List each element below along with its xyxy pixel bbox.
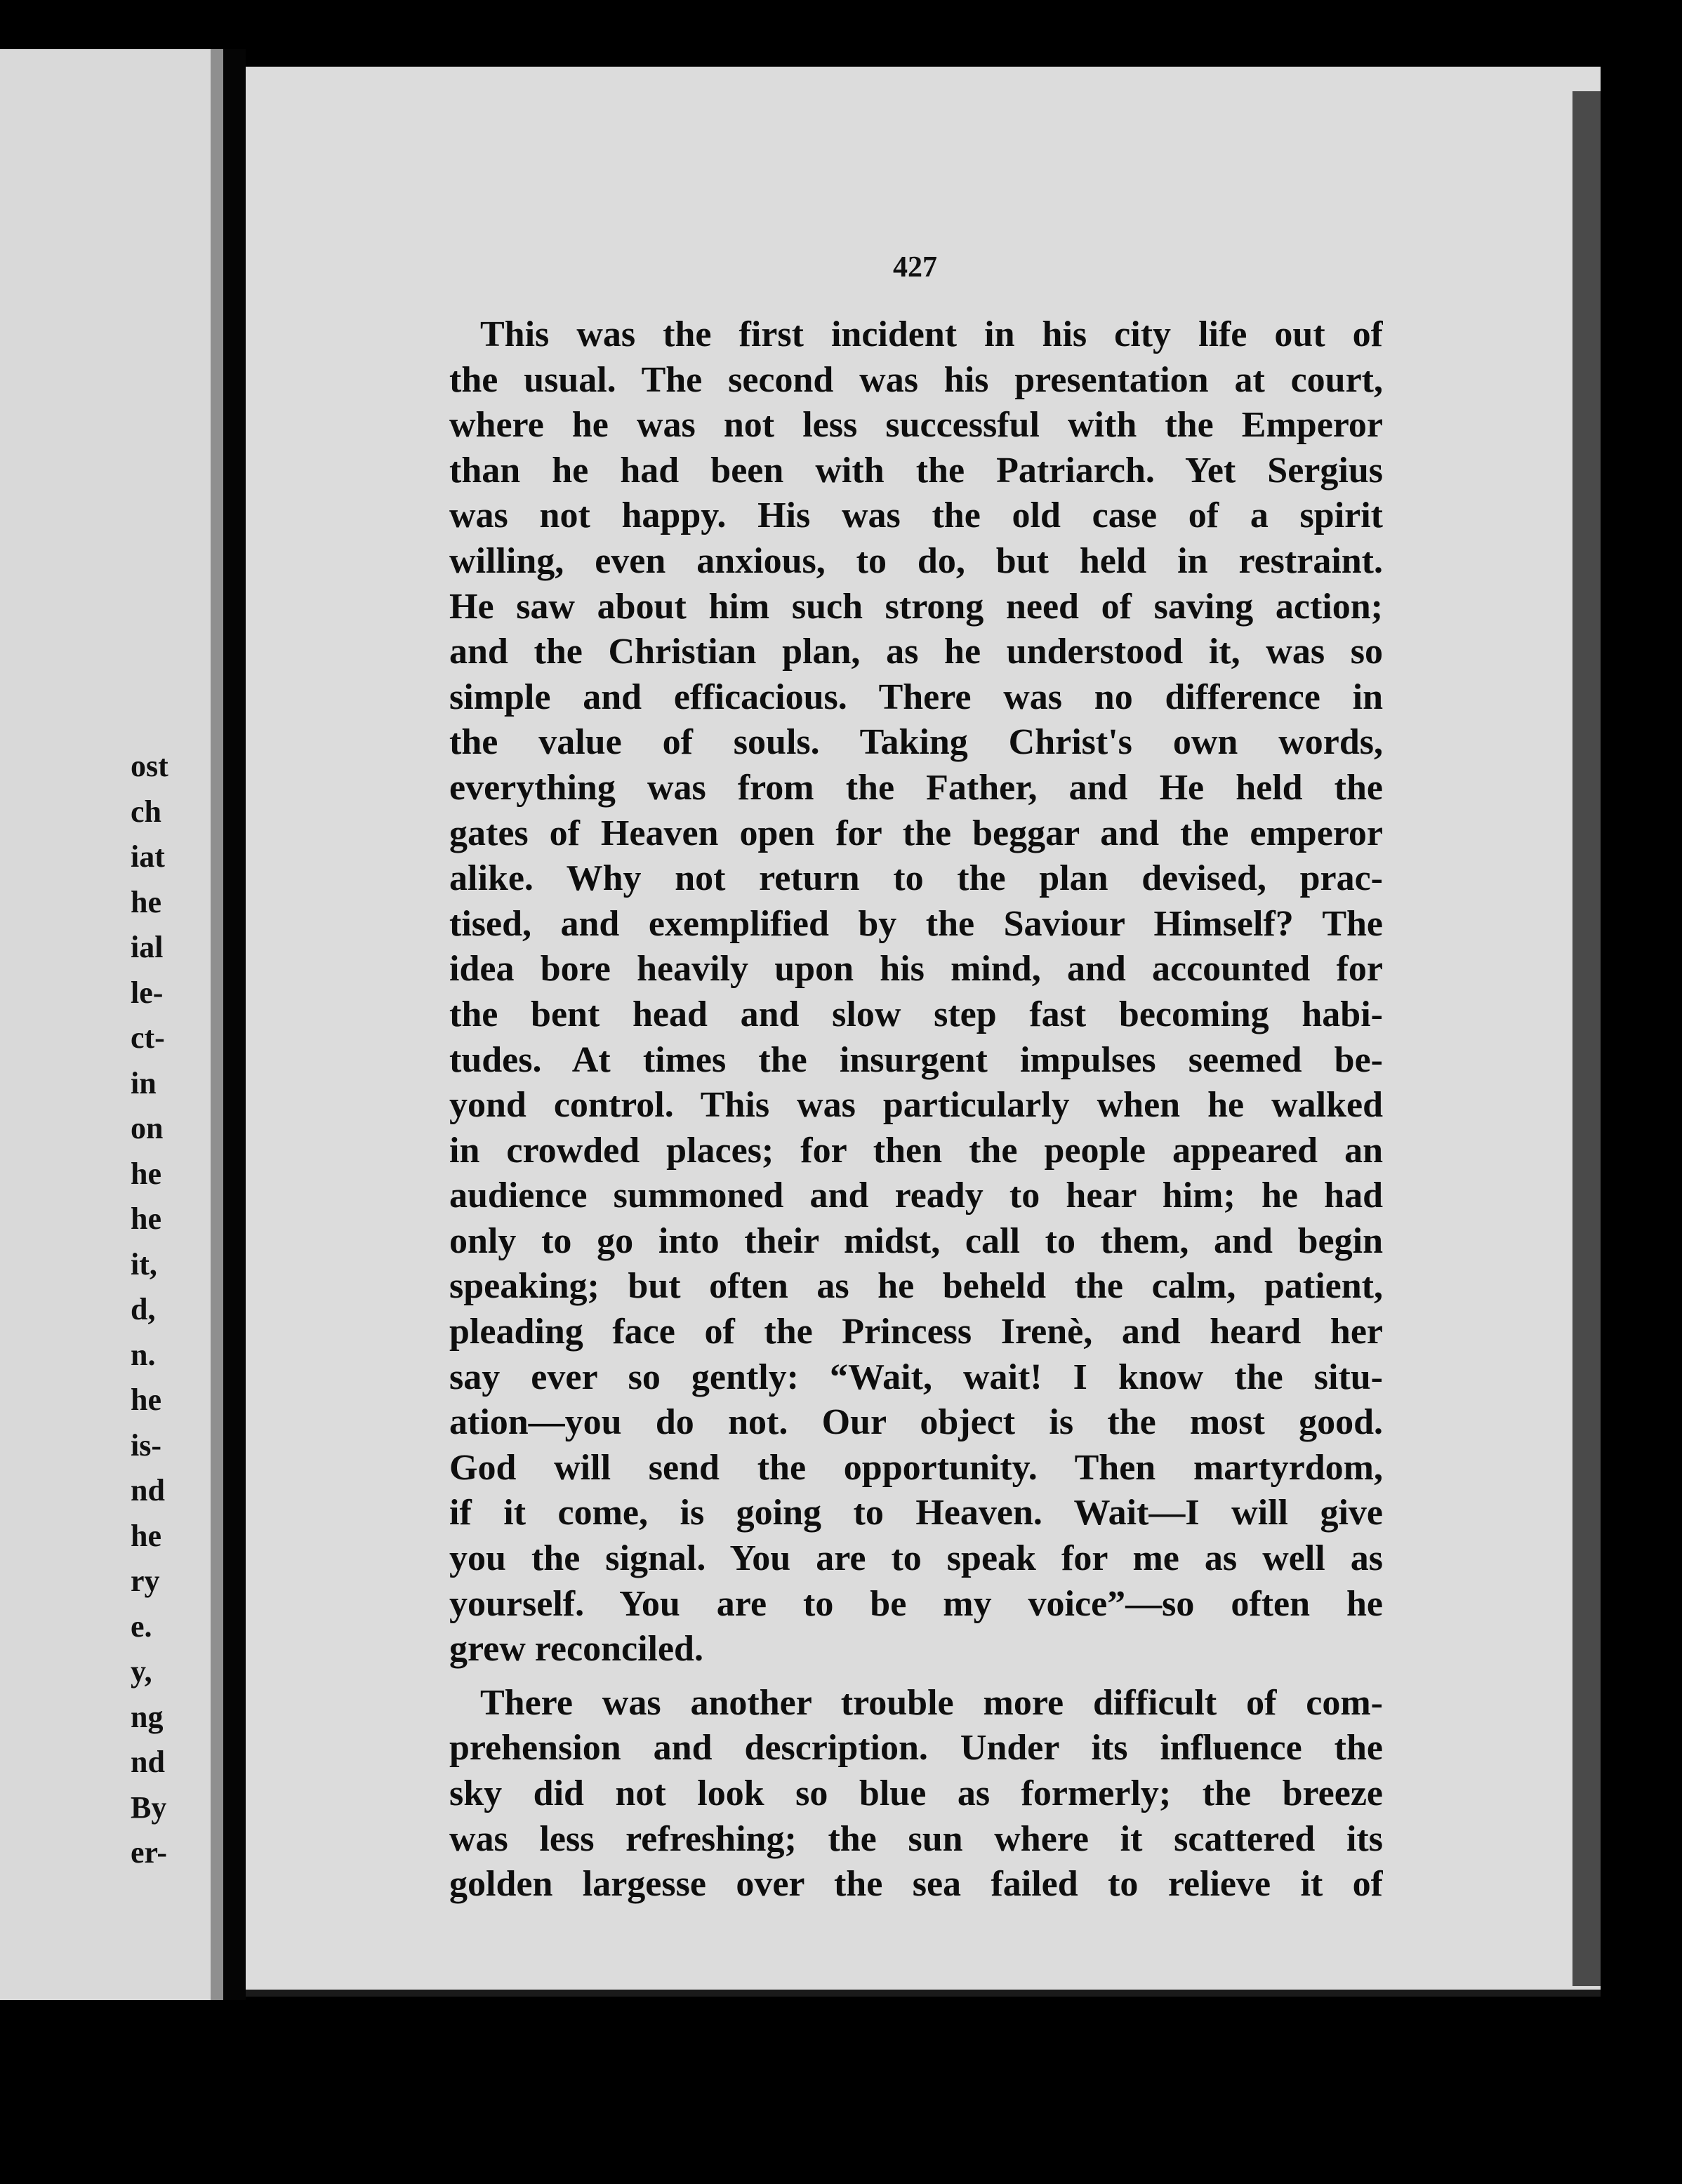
text-line: pleading face of the Princess Irenè, and heard her	[449, 1312, 1383, 1352]
bottom-page-edge	[246, 1990, 1601, 1997]
text-line: ation—you do not. Our object is the most good.	[449, 1402, 1383, 1443]
left-fragment-line: is-	[131, 1427, 161, 1463]
text-line: prehension and description. Under its influence the	[449, 1728, 1383, 1769]
left-fragment-line: ost	[131, 749, 168, 783]
text-line: in crowded places; for then the people appeared an	[449, 1130, 1383, 1171]
text-line: sky did not look so blue as formerly; the breeze	[449, 1773, 1383, 1813]
left-page-edge	[211, 49, 223, 2000]
text-line: yond control. This was particularly when he walked	[449, 1085, 1383, 1126]
left-fragment-line: le-	[131, 975, 164, 1010]
text-line: tised, and exemplified by the Saviour Himself? The	[449, 903, 1383, 944]
text-line: yourself. You are to be my voice”—so often he	[449, 1583, 1383, 1624]
text-line: was not happy. His was the old case of a spirit	[449, 495, 1383, 536]
text-line: the bent head and slow step fast becoming habi-	[449, 994, 1383, 1034]
left-fragment-line: e.	[131, 1609, 152, 1644]
left-fragment-line: By	[131, 1790, 167, 1825]
left-fragment-line: he	[131, 884, 161, 919]
left-fragment-line: y,	[131, 1654, 152, 1689]
text-line: if it come, is going to Heaven. Wait—I will give	[449, 1493, 1383, 1533]
text-line: the usual. The second was his presentation at court,	[449, 359, 1383, 400]
left-fragment-line: it,	[131, 1246, 157, 1281]
text-line: gates of Heaven open for the beggar and the emperor	[449, 813, 1383, 853]
text-line: where he was not less successful with the Emperor	[449, 405, 1383, 446]
left-fragment-line: er-	[131, 1835, 168, 1870]
body-text	[449, 312, 1383, 1907]
text-line: There was another trouble more difficult of com-	[480, 1682, 1383, 1723]
text-line: idea bore heavily upon his mind, and accounted for	[449, 949, 1383, 990]
left-fragment-line: ry	[131, 1564, 160, 1598]
right-page	[246, 67, 1601, 1990]
text-line: grew reconciled.	[449, 1629, 703, 1670]
text-line: and the Christian plan, as he understood it, was so	[449, 632, 1383, 672]
text-line: only to go into their midst, call to them, and begin	[449, 1220, 1383, 1261]
text-line: God will send the opportunity. Then martyrdom,	[449, 1447, 1383, 1488]
left-fragment-line: on	[131, 1111, 164, 1145]
right-page-edge	[1572, 91, 1601, 1986]
paragraph-gap	[449, 1672, 1383, 1681]
book-gutter	[223, 49, 246, 2000]
left-fragment-line: ial	[131, 930, 164, 964]
text-line: alike. Why not return to the plan devised, prac-	[449, 858, 1383, 899]
text-line: the value of souls. Taking Christ's own words,	[449, 722, 1383, 763]
text-line: willing, even anxious, to do, but held in restraint.	[449, 540, 1383, 581]
left-fragment-line: iat	[131, 839, 165, 874]
text-line: was less refreshing; the sun where it scattered its	[449, 1818, 1383, 1859]
text-line: golden largesse over the sea failed to relieve it of	[449, 1864, 1383, 1905]
left-fragment-line: d,	[131, 1292, 156, 1326]
left-fragment-line: ng	[131, 1699, 164, 1734]
left-fragment-line: he	[131, 1518, 161, 1553]
text-line: everything was from the Father, and He held the	[449, 767, 1383, 808]
left-fragment-line: n.	[131, 1337, 156, 1372]
text-line: say ever so gently: “Wait, wait! I know the situ-	[449, 1357, 1383, 1397]
left-page-text-fragments	[131, 744, 208, 1876]
left-page	[0, 49, 223, 2000]
left-fragment-line: ch	[131, 794, 161, 829]
left-fragment-line: he	[131, 1201, 161, 1236]
left-fragment-line: ct-	[131, 1020, 165, 1055]
text-line: This was the first incident in his city life out of	[480, 314, 1383, 354]
left-fragment-line: he	[131, 1383, 161, 1417]
text-line: speaking; but often as he beheld the calm, patient,	[449, 1266, 1383, 1307]
text-line: tudes. At times the insurgent impulses seemed be-	[449, 1039, 1383, 1080]
left-fragment-line: nd	[131, 1745, 165, 1779]
left-fragment-line: in	[131, 1065, 157, 1100]
text-line: He saw about him such strong need of saving action;	[449, 586, 1383, 627]
page-number: 427	[893, 251, 937, 284]
left-fragment-line: nd	[131, 1473, 165, 1507]
text-line: than he had been with the Patriarch. Yet Sergius	[449, 450, 1383, 491]
text-line: audience summoned and ready to hear him; he had	[449, 1176, 1383, 1216]
text-line: you the signal. You are to speak for me as well as	[449, 1538, 1383, 1579]
left-fragment-line: he	[131, 1156, 161, 1191]
text-line: simple and efficacious. There was no difference in	[449, 677, 1383, 717]
